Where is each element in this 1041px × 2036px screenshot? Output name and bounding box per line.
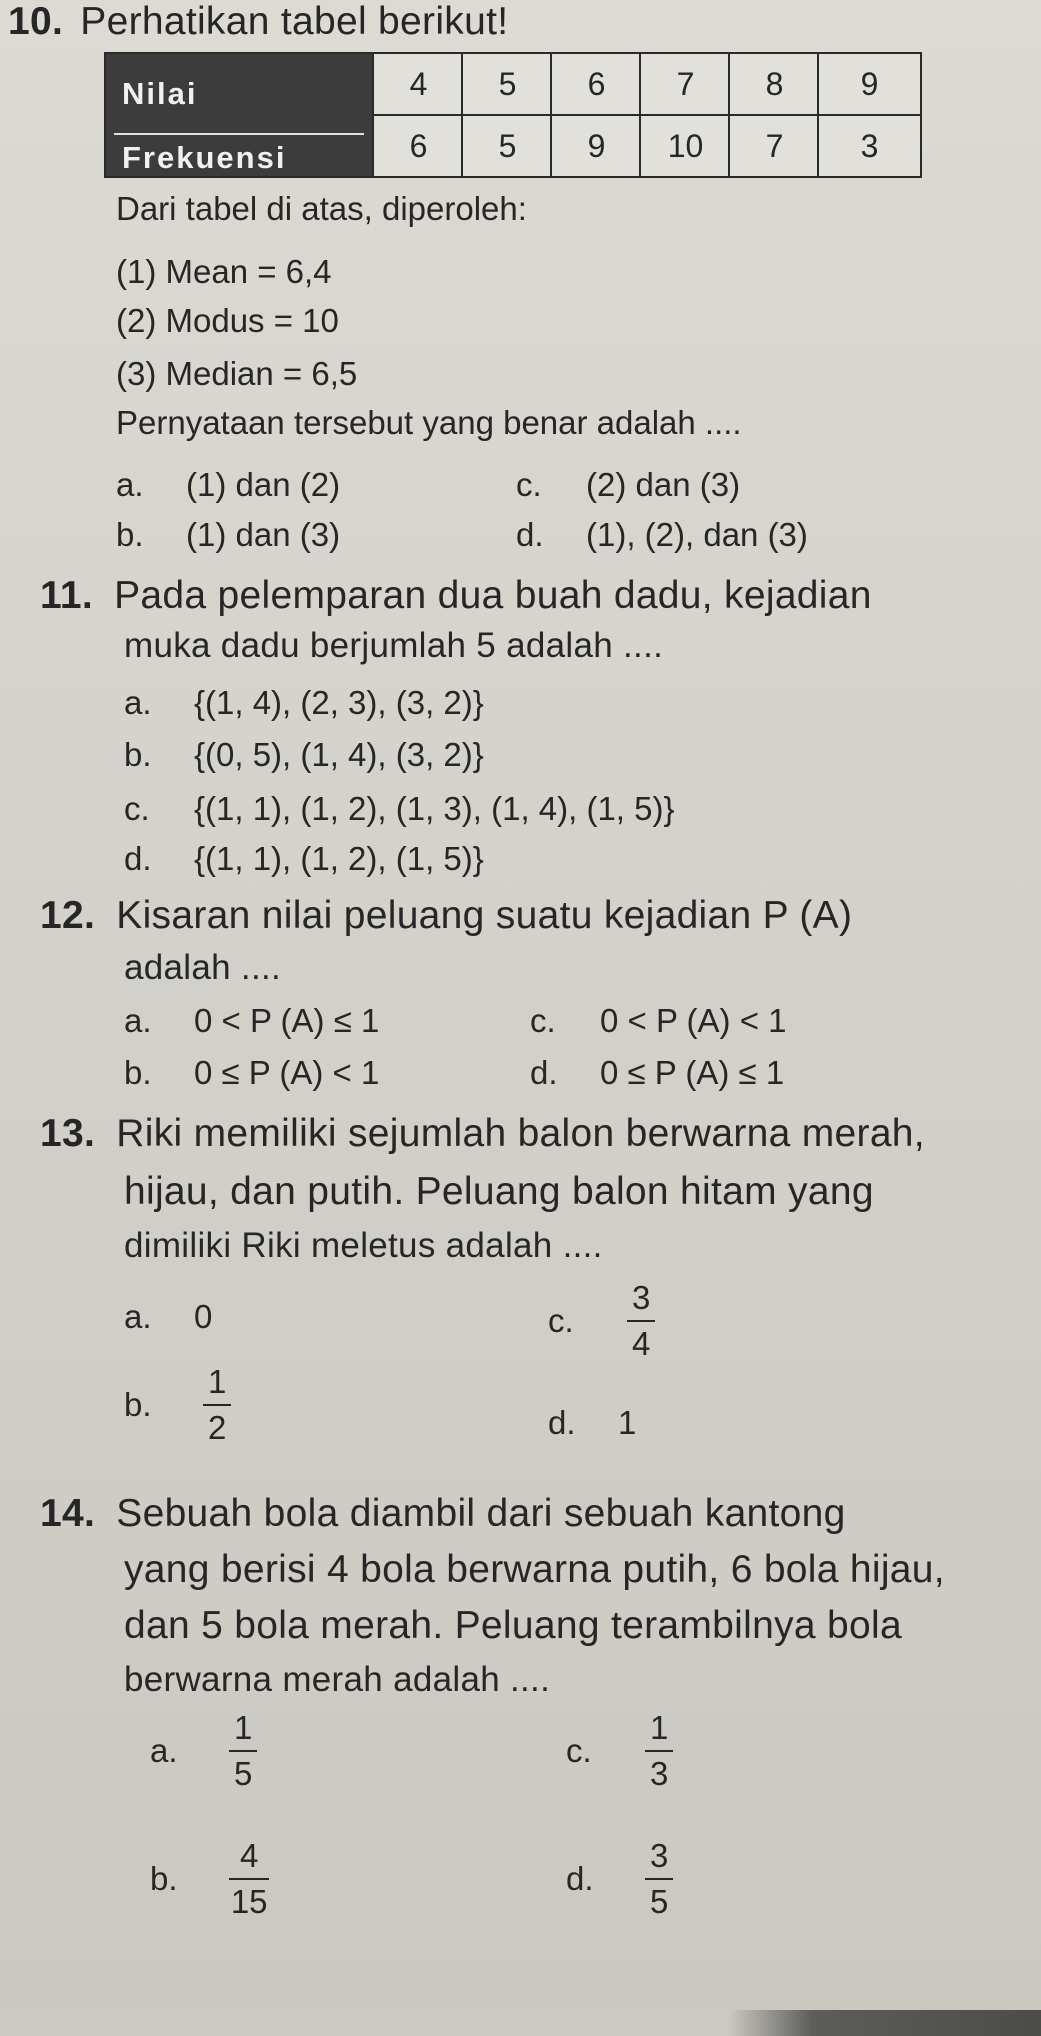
header-divider bbox=[114, 133, 364, 135]
fraction-bar bbox=[229, 1878, 269, 1880]
fraction bbox=[229, 1710, 257, 1793]
table-cell: 9 bbox=[817, 54, 920, 114]
q14-line-4: berwarna merah adalah .... bbox=[124, 1660, 551, 1699]
fraction-numerator: 1 bbox=[649, 1709, 669, 1746]
fraction-bar bbox=[645, 1878, 673, 1880]
q12-line-2: adalah .... bbox=[124, 948, 282, 987]
fraction-numerator: 3 bbox=[631, 1279, 651, 1316]
option-letter: b. bbox=[116, 516, 144, 553]
q14-line-1 bbox=[40, 1492, 846, 1536]
fraction-bar bbox=[229, 1750, 257, 1752]
option-letter: a. bbox=[116, 466, 144, 503]
q11-number: 11. bbox=[40, 574, 93, 617]
row-label-frekuensi: Frekuensi bbox=[122, 140, 287, 175]
q10-statement-1: (1) Mean = 6,4 bbox=[116, 253, 332, 290]
table-cell: 5 bbox=[461, 116, 552, 176]
q14-option-c bbox=[566, 1710, 673, 1793]
option-letter: d. bbox=[530, 1054, 558, 1091]
q12-text: Kisaran nilai peluang suatu kejadian P (A) bbox=[116, 894, 853, 937]
q13-line-1 bbox=[40, 1112, 925, 1156]
q12-option-b bbox=[124, 1054, 379, 1092]
q12-line-1 bbox=[40, 894, 852, 938]
fraction-denominator: 15 bbox=[230, 1883, 268, 1921]
option-letter: d. bbox=[516, 516, 544, 553]
option-letter: a. bbox=[124, 1298, 152, 1335]
option-text: {(1, 1), (1, 2), (1, 5)} bbox=[194, 840, 484, 877]
option-letter: a. bbox=[124, 684, 152, 721]
q12-option-d bbox=[530, 1054, 784, 1092]
table-cell: 7 bbox=[639, 54, 730, 114]
q10-option-b bbox=[116, 516, 340, 554]
table-cell: 10 bbox=[639, 116, 730, 176]
option-letter: c. bbox=[530, 1002, 556, 1039]
q10-statement-2: (2) Modus = 10 bbox=[116, 302, 339, 339]
option-text: 0 ≤ P (A) < 1 bbox=[194, 1054, 380, 1091]
q11-option-d bbox=[124, 840, 484, 878]
q13-line-3: dimiliki Riki meletus adalah .... bbox=[124, 1226, 603, 1265]
q13-option-c bbox=[548, 1280, 655, 1363]
option-letter: a. bbox=[124, 1002, 152, 1039]
q14-option-d bbox=[566, 1838, 673, 1921]
q10-option-a bbox=[116, 466, 340, 504]
option-letter: b. bbox=[150, 1860, 178, 1898]
q12-option-a bbox=[124, 1002, 379, 1040]
option-letter: c. bbox=[124, 790, 150, 827]
q13-text: Riki memiliki sejumlah balon berwarna merah, bbox=[116, 1112, 925, 1155]
option-letter: c. bbox=[516, 466, 542, 503]
option-letter: d. bbox=[548, 1404, 576, 1441]
table-cell: 3 bbox=[817, 116, 920, 176]
q12-option-c bbox=[530, 1002, 787, 1040]
fraction bbox=[627, 1280, 655, 1363]
q11-option-b bbox=[124, 736, 484, 774]
option-text: 0 < P (A) ≤ 1 bbox=[194, 1002, 380, 1039]
fraction bbox=[645, 1710, 673, 1793]
q10-option-c bbox=[516, 466, 740, 504]
fraction-bar bbox=[203, 1404, 231, 1406]
q10-prompt: Perhatikan tabel berikut! bbox=[80, 0, 509, 43]
fraction-denominator: 2 bbox=[207, 1409, 227, 1447]
q10-question: Pernyataan tersebut yang benar adalah .... bbox=[116, 404, 742, 441]
fraction-bar bbox=[645, 1750, 673, 1752]
q11-text: Pada pelemparan dua buah dadu, kejadian bbox=[114, 574, 872, 617]
table-cell: 6 bbox=[550, 54, 641, 114]
option-letter: d. bbox=[566, 1860, 594, 1898]
fraction bbox=[645, 1838, 673, 1921]
option-text: (1) dan (2) bbox=[186, 466, 341, 503]
q14-option-a bbox=[150, 1710, 257, 1793]
option-text: {(1, 1), (1, 2), (1, 3), (1, 4), (1, 5)} bbox=[194, 790, 675, 827]
option-text: 0 < P (A) < 1 bbox=[600, 1002, 787, 1039]
q11-line-1 bbox=[40, 574, 872, 618]
option-text: {(0, 5), (1, 4), (3, 2)} bbox=[194, 736, 484, 773]
fraction bbox=[229, 1838, 269, 1921]
fraction-numerator: 1 bbox=[207, 1363, 227, 1400]
fraction-numerator: 4 bbox=[239, 1837, 259, 1874]
option-letter: a. bbox=[150, 1732, 178, 1770]
page-bottom-edge bbox=[0, 2010, 1041, 2036]
q14-line-3: dan 5 bola merah. Peluang terambilnya bola bbox=[124, 1604, 902, 1647]
fraction-numerator: 3 bbox=[649, 1837, 669, 1874]
q10-option-d bbox=[516, 516, 808, 554]
table-cell: 5 bbox=[461, 54, 552, 114]
option-text: (1), (2), dan (3) bbox=[586, 516, 808, 553]
fraction-denominator: 5 bbox=[233, 1755, 253, 1793]
option-letter: c. bbox=[566, 1732, 592, 1770]
q14-number: 14. bbox=[40, 1492, 96, 1535]
fraction-numerator: 1 bbox=[233, 1709, 253, 1746]
q10-number: 10. bbox=[8, 0, 64, 43]
option-letter: b. bbox=[124, 1054, 152, 1091]
fraction-denominator: 3 bbox=[649, 1755, 669, 1793]
table-cell: 9 bbox=[550, 116, 641, 176]
option-text: {(1, 4), (2, 3), (3, 2)} bbox=[194, 684, 484, 721]
option-text: 0 ≤ P (A) ≤ 1 bbox=[600, 1054, 785, 1091]
q11-option-a bbox=[124, 684, 484, 722]
option-letter: b. bbox=[124, 736, 152, 773]
fraction-denominator: 4 bbox=[631, 1325, 651, 1363]
q11-line-2: muka dadu berjumlah 5 adalah .... bbox=[124, 626, 664, 665]
table-cell: 6 bbox=[372, 116, 463, 176]
table-cell: 8 bbox=[728, 54, 819, 114]
row-label-nilai: Nilai bbox=[122, 76, 198, 111]
option-letter: c. bbox=[548, 1302, 574, 1340]
frequency-table bbox=[104, 52, 922, 178]
q10-statement-3: (3) Median = 6,5 bbox=[116, 355, 358, 392]
q13-option-d bbox=[548, 1404, 636, 1442]
q13-number: 13. bbox=[40, 1112, 96, 1155]
table-cell: 4 bbox=[372, 54, 463, 114]
q11-option-c bbox=[124, 790, 675, 828]
option-letter: d. bbox=[124, 840, 152, 877]
fraction-bar bbox=[627, 1320, 655, 1322]
q14-option-b bbox=[150, 1838, 269, 1921]
fraction-denominator: 5 bbox=[649, 1883, 669, 1921]
option-text: (2) dan (3) bbox=[586, 466, 741, 503]
q14-line-2: yang berisi 4 bola berwarna putih, 6 bola hijau, bbox=[124, 1548, 945, 1591]
q10-intro: Dari tabel di atas, diperoleh: bbox=[116, 190, 527, 227]
option-letter: b. bbox=[124, 1386, 152, 1424]
q13-line-2: hijau, dan putih. Peluang balon hitam yang bbox=[124, 1170, 874, 1213]
q14-text: Sebuah bola diambil dari sebuah kantong bbox=[116, 1492, 846, 1535]
option-text: 0 bbox=[194, 1298, 213, 1335]
q12-number: 12. bbox=[40, 894, 96, 937]
fraction bbox=[203, 1364, 231, 1447]
q13-option-b bbox=[124, 1364, 231, 1447]
option-text: (1) dan (3) bbox=[186, 516, 341, 553]
option-text: 1 bbox=[618, 1404, 637, 1441]
q10-header bbox=[8, 0, 508, 44]
table-header-column bbox=[106, 54, 372, 176]
q13-option-a bbox=[124, 1298, 212, 1336]
table-cell: 7 bbox=[728, 116, 819, 176]
